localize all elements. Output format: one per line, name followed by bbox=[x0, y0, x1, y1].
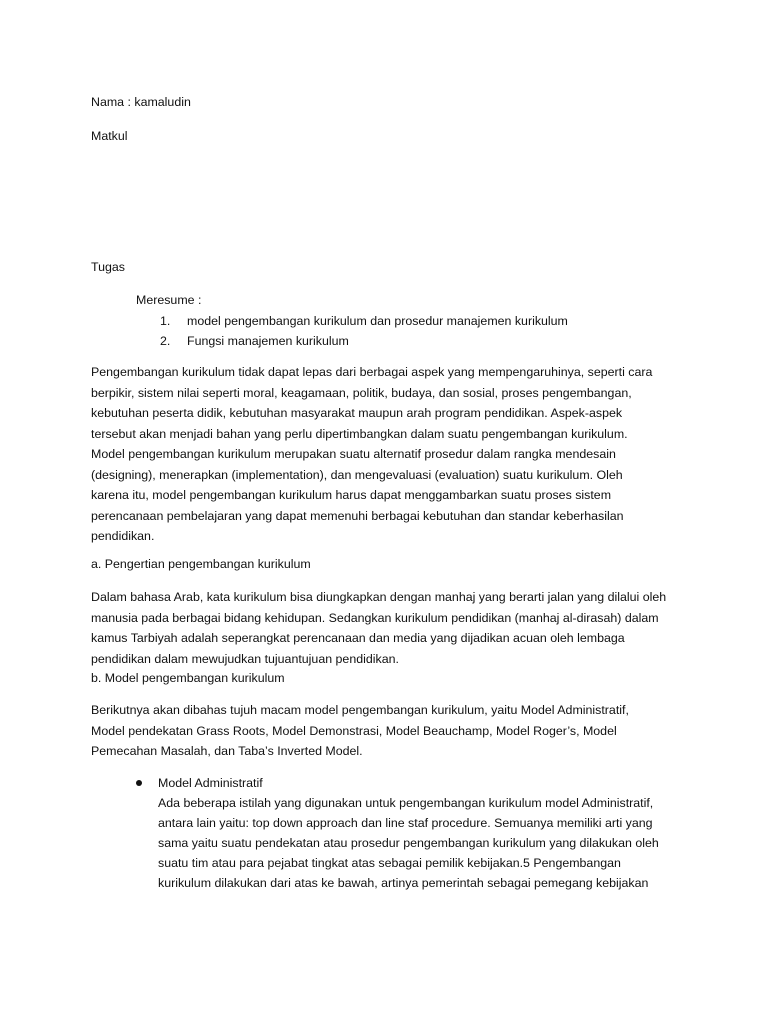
paragraph-line: suatu tim atau para pejabat tingkat atas sebagai pemilik kebijakan.5 Pengembangan bbox=[158, 856, 621, 870]
student-name: Nama : kamaludin bbox=[91, 95, 191, 109]
paragraph-line: sama yaitu suatu pendekatan atau prosedur pengembangan kurikulum yang dilakukan oleh bbox=[158, 836, 659, 850]
model-administratif-item bbox=[158, 773, 678, 893]
section-a-paragraph bbox=[91, 587, 671, 669]
paragraph-line: Pemecahan Masalah, dan Taba’s Inverted Model. bbox=[91, 744, 363, 758]
section-a-heading: a. Pengertian pengembangan kurikulum bbox=[91, 557, 311, 571]
paragraph-line: kebutuhan peserta didik, kebutuhan masyarakat maupun arah program pendidikan. Aspek-aspek bbox=[91, 406, 623, 420]
section-b-paragraph bbox=[91, 700, 671, 762]
intro-paragraph bbox=[91, 362, 671, 547]
list-item-text: Fungsi manajemen kurikulum bbox=[187, 334, 349, 348]
list-number: 1. bbox=[160, 314, 171, 328]
section-b-heading: b. Model pengembangan kurikulum bbox=[91, 671, 285, 685]
bullet-icon bbox=[136, 780, 142, 786]
paragraph-line: pendidikan dalam mewujudkan tujuantujuan pendidikan. bbox=[91, 651, 399, 666]
paragraph-line: antara lain yaitu: top down approach dan line staf procedure. Semuanya memiliki arti yang bbox=[158, 816, 653, 830]
paragraph-line: (designing), menerapkan (implementation), dan mengevaluasi (evaluation) suatu kurikulum. Oleh bbox=[91, 467, 623, 482]
paragraph-line: kurikulum dilakukan dari atas ke bawah, artinya pemerintah sebagai pemegang kebijakan bbox=[158, 876, 649, 890]
bullet-body bbox=[158, 793, 678, 893]
bullet-title: Model Administratif bbox=[158, 776, 263, 790]
list-item bbox=[160, 311, 568, 331]
paragraph-line: Pengembangan kurikulum tidak dapat lepas dari berbagai aspek yang mempengaruhinya, seperti cara bbox=[91, 365, 653, 379]
paragraph-line: berpikir, sistem nilai seperti moral, keagamaan, politik, budaya, dan sosial, proses pengembangan, bbox=[91, 385, 632, 400]
list-item-text: model pengembangan kurikulum dan prosedur manajemen kurikulum bbox=[187, 314, 568, 328]
assignment-label: Tugas bbox=[91, 260, 125, 274]
paragraph-line: karena itu, model pengembangan kurikulum harus dapat menggambarkan suatu proses sistem bbox=[91, 488, 612, 502]
paragraph-line: Model pendekatan Grass Roots, Model Demonstrasi, Model Beauchamp, Model Roger’s, Model bbox=[91, 723, 617, 738]
course-label: Matkul bbox=[91, 129, 128, 143]
paragraph-line: Dalam bahasa Arab, kata kurikulum bisa diungkapkan dengan manhaj yang berarti jalan yang dilalui oleh bbox=[91, 590, 667, 604]
paragraph-line: Berikutnya akan dibahas tujuh macam model pengembangan kurikulum, yaitu Model Administratif, bbox=[91, 703, 629, 717]
resume-list bbox=[160, 311, 568, 351]
paragraph-line: perencanaan pembelajaran yang dapat memenuhi berbagai kebutuhan dan standar keberhasilan bbox=[91, 508, 624, 523]
paragraph-line: tersebut akan menjadi bahan yang perlu dipertimbangkan dalam suatu pengembangan kurikulum. bbox=[91, 426, 628, 441]
paragraph-line: manusia pada berbagai bidang kehidupan. Sedangkan kurikulum pendidikan (manhaj al-dirasah) dalam bbox=[91, 610, 659, 625]
paragraph-line: pendidikan. bbox=[91, 529, 155, 543]
paragraph-line: Ada beberapa istilah yang digunakan untuk pengembangan kurikulum model Administratif, bbox=[158, 796, 654, 810]
paragraph-line: kamus Tarbiyah adalah seperangkat perencanaan dan media yang dijadikan acuan oleh lembaga bbox=[91, 631, 625, 645]
list-item bbox=[160, 331, 568, 351]
list-number: 2. bbox=[160, 334, 171, 348]
resume-label: Meresume : bbox=[136, 293, 202, 307]
paragraph-line: Model pengembangan kurikulum merupakan suatu alternatif prosedur dalam rangka mendesain bbox=[91, 447, 616, 461]
